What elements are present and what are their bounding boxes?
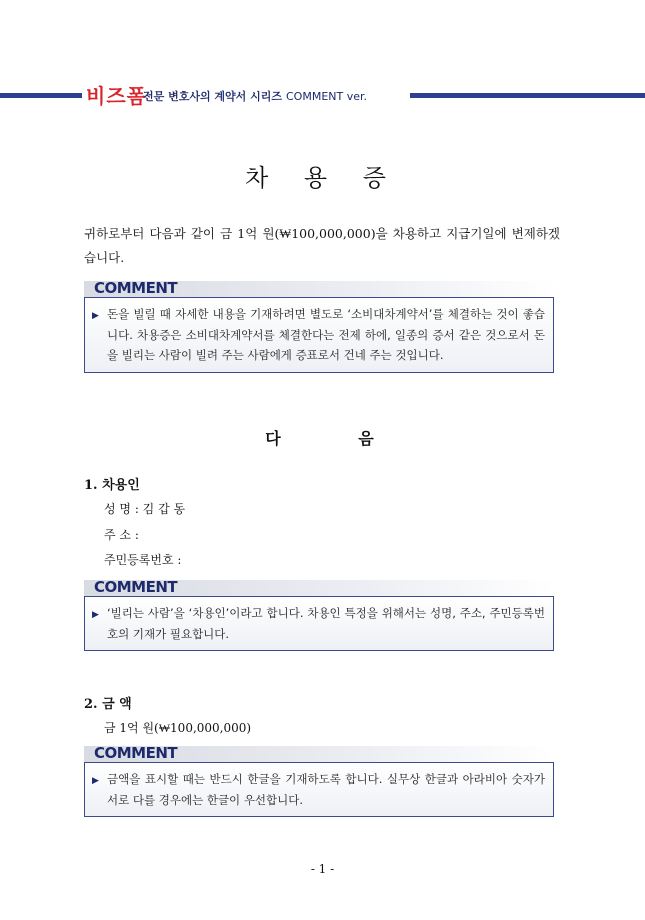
comment-text: 돈을 빌릴 때 자세한 내용을 기재하려면 별도로 ‘소비대차계약서’를 체결하는 것이 좋습니다. 차용증은 소비대차계약서를 체결한다는 전제 하에, 일종의 증서 같은 것으로서 돈을 빌리는 사람이 빌려 주는 사람에게 증표로서 건네 주는 것입니다. — [107, 307, 545, 362]
field-resident-number: 주민등록번호 : — [104, 553, 182, 567]
document-title: 차 용 증 — [245, 164, 400, 192]
version-label: COMMENT ver. — [286, 90, 368, 103]
comment-text: ‘빌리는 사람’을 ‘차용인’이라고 합니다. 차용인 특정을 위해서는 성명, 주소, 주민등록번호의 기재가 필요합니다. — [107, 606, 545, 641]
comment-box — [84, 297, 554, 373]
comment-box — [84, 762, 554, 817]
document-header — [0, 82, 645, 108]
header-rule-left — [0, 93, 82, 98]
comment-text: 금액을 표시할 때는 반드시 한글을 기재하도록 합니다. 실무상 한글과 아라비아 숫자가 서로 다를 경우에는 한글이 우선합니다. — [107, 772, 545, 807]
page-number: - 1 - — [310, 862, 335, 876]
field-name: 성 명 : 김 갑 동 — [104, 502, 186, 516]
triangle-right-icon: ▶ — [92, 610, 99, 620]
field-address: 주 소 : — [104, 528, 139, 542]
comment-box — [84, 596, 554, 651]
item-heading-amount: 2. 금 액 — [84, 697, 132, 712]
section-title: 다 음 — [265, 429, 410, 448]
brand-logo: 비즈폼 — [86, 84, 147, 108]
series-title — [143, 88, 367, 104]
comment-label: COMMENT — [94, 744, 178, 762]
triangle-right-icon: ▶ — [92, 776, 99, 786]
triangle-right-icon: ▶ — [92, 311, 99, 321]
header-rule-right — [410, 93, 645, 98]
series-name: 전문 변호사의 계약서 시리즈 — [143, 90, 282, 103]
field-amount: 금 1억 원(₩100,000,000) — [104, 721, 252, 735]
comment-label: COMMENT — [94, 578, 178, 596]
item-heading-borrower: 1. 차용인 — [84, 478, 140, 493]
comment-label: COMMENT — [94, 279, 178, 297]
intro-paragraph: 귀하로부터 다음과 같이 금 1억 원(₩100,000,000)을 차용하고 지급기일에 변제하겠습니다. — [84, 226, 560, 265]
